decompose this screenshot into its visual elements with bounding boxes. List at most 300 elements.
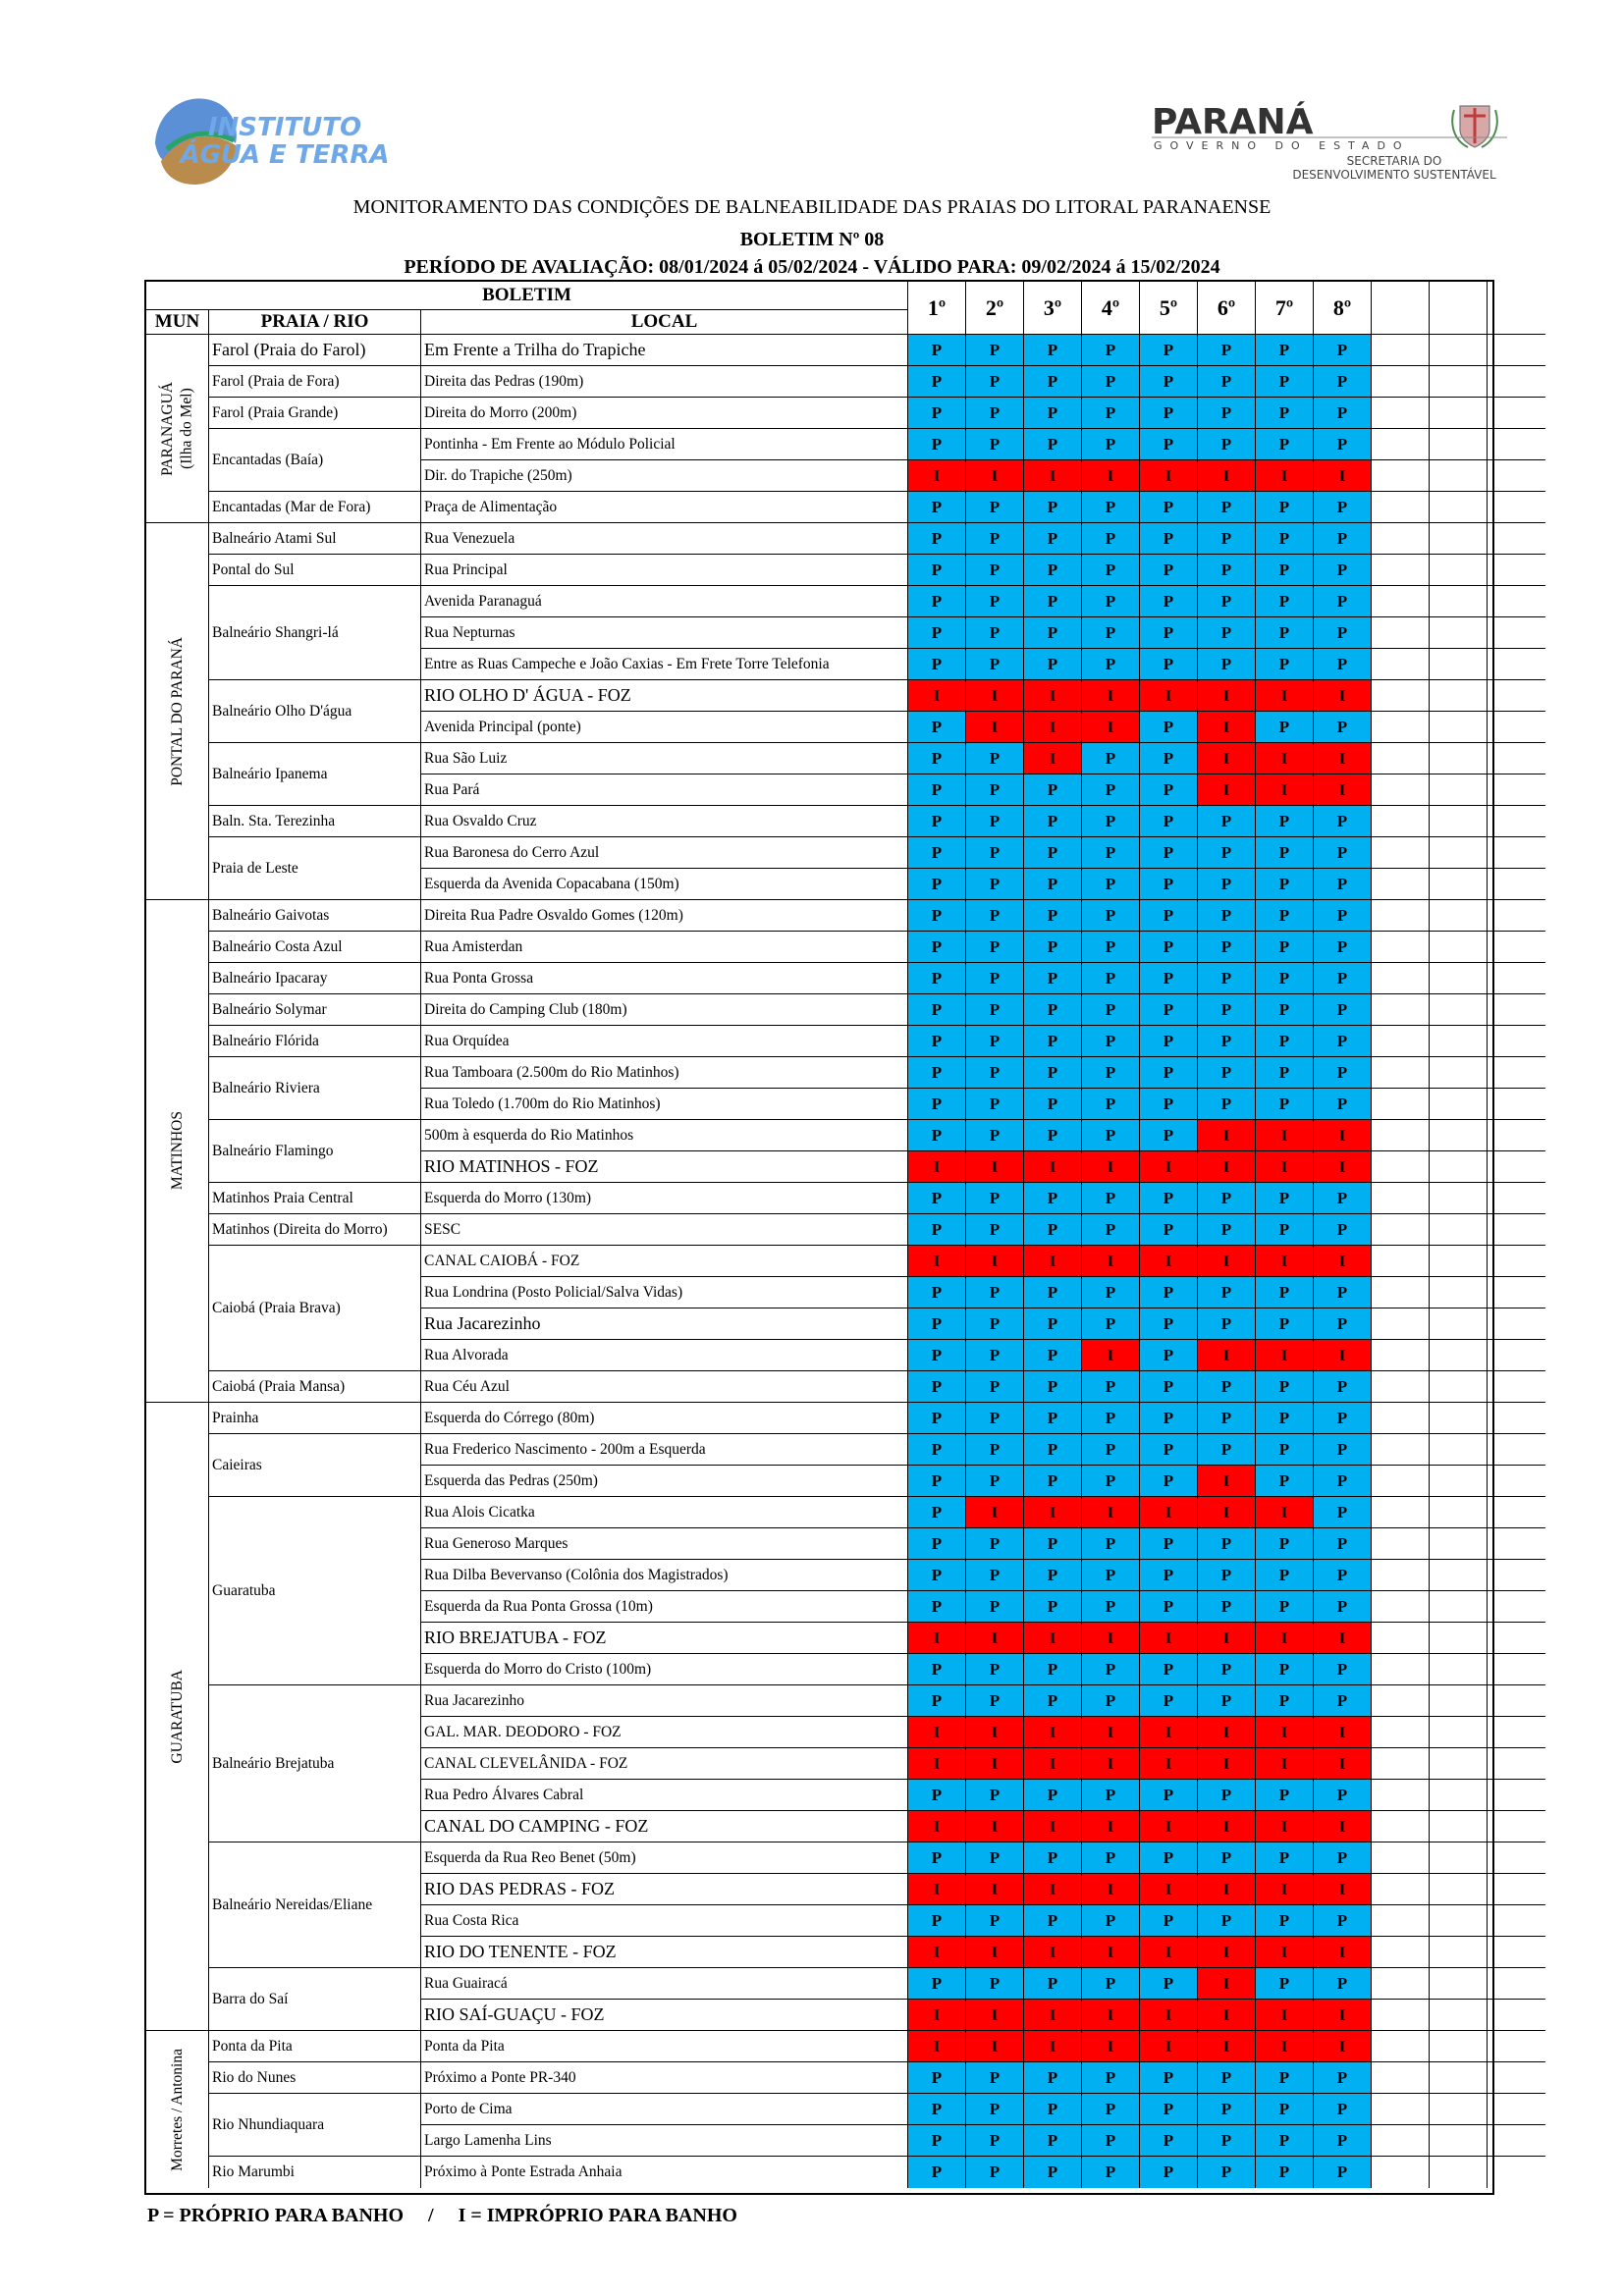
status-proper: P [1082, 900, 1140, 932]
status-improper: I [966, 1748, 1024, 1780]
status-proper: P [1024, 2157, 1082, 2188]
location-name: Esquerda do Córrego (80m) [421, 1403, 908, 1434]
status-proper: P [908, 617, 966, 649]
status-empty [1430, 1214, 1488, 1246]
status-proper: P [1314, 837, 1372, 869]
status-proper: P [1140, 649, 1198, 680]
beach-name: Matinhos (Direita do Morro) [209, 1214, 421, 1246]
beach-name: Encantadas (Mar de Fora) [209, 492, 421, 523]
status-proper: P [1082, 1026, 1140, 1057]
status-proper: P [1256, 1654, 1314, 1685]
status-improper: I [1314, 774, 1372, 806]
status-empty [1488, 649, 1545, 680]
status-proper: P [966, 2094, 1024, 2125]
status-empty [1372, 1717, 1430, 1748]
logo-dept-line2: DESENVOLVIMENTO SUSTENTÁVEL [1292, 168, 1496, 182]
status-proper: P [1314, 1183, 1372, 1214]
status-empty [1488, 1560, 1545, 1591]
status-empty [1372, 335, 1430, 366]
status-proper: P [1256, 1277, 1314, 1308]
status-proper: P [1314, 429, 1372, 460]
status-proper: P [1140, 429, 1198, 460]
status-proper: P [908, 712, 966, 743]
status-proper: P [1198, 1026, 1256, 1057]
status-proper: P [1198, 335, 1256, 366]
status-improper: I [908, 1874, 966, 1905]
header-week: 3º [1024, 282, 1082, 335]
status-proper: P [1314, 2125, 1372, 2157]
status-improper: I [1256, 1497, 1314, 1528]
location-name: Rua Guairacá [421, 1968, 908, 2000]
status-proper: P [1198, 869, 1256, 900]
status-empty [1430, 523, 1488, 555]
status-proper: P [1314, 1403, 1372, 1434]
status-empty [1372, 1623, 1430, 1654]
municipality-name: Morretes / Antonina [168, 2048, 186, 2171]
location-name: Direita do Morro (200m) [421, 398, 908, 429]
status-empty [1430, 1780, 1488, 1811]
status-proper: P [1082, 586, 1140, 617]
status-proper: P [1140, 1057, 1198, 1089]
status-proper: P [1140, 1968, 1198, 2000]
logo-line1: INSTITUTO [207, 113, 362, 142]
status-improper: I [1256, 774, 1314, 806]
status-empty [1488, 1277, 1545, 1308]
status-improper: I [1198, 1968, 1256, 2000]
status-improper: I [1140, 680, 1198, 712]
status-empty [1488, 963, 1545, 994]
status-empty [1372, 712, 1430, 743]
status-proper: P [1314, 1654, 1372, 1685]
status-empty [1430, 366, 1488, 398]
header-week: 7º [1256, 282, 1314, 335]
status-proper: P [966, 335, 1024, 366]
status-empty [1488, 492, 1545, 523]
status-proper: P [1314, 1277, 1372, 1308]
status-proper: P [966, 1842, 1024, 1874]
status-proper: P [1256, 1842, 1314, 1874]
status-proper: P [908, 743, 966, 774]
status-proper: P [1082, 649, 1140, 680]
status-improper: I [1314, 1151, 1372, 1183]
status-proper: P [1256, 994, 1314, 1026]
status-proper: P [966, 617, 1024, 649]
status-proper: P [1314, 900, 1372, 932]
status-proper: P [966, 1308, 1024, 1340]
status-proper: P [966, 900, 1024, 932]
status-proper: P [908, 586, 966, 617]
status-improper: I [1314, 1811, 1372, 1842]
status-proper: P [1256, 1308, 1314, 1340]
status-improper: I [966, 1874, 1024, 1905]
status-improper: I [1256, 1151, 1314, 1183]
status-improper: I [1024, 1748, 1082, 1780]
status-improper: I [1314, 460, 1372, 492]
status-empty [1430, 1466, 1488, 1497]
status-proper: P [1140, 366, 1198, 398]
status-proper: P [1082, 1905, 1140, 1937]
header-week [1372, 282, 1430, 335]
location-name: Rua Dilba Bevervanso (Colônia dos Magistrados) [421, 1560, 908, 1591]
status-proper: P [908, 1685, 966, 1717]
status-empty [1430, 1623, 1488, 1654]
status-empty [1488, 1811, 1545, 1842]
status-proper: P [1198, 586, 1256, 617]
location-name: Direita do Camping Club (180m) [421, 994, 908, 1026]
status-proper: P [1314, 932, 1372, 963]
status-proper: P [1140, 774, 1198, 806]
location-name: Porto de Cima [421, 2094, 908, 2125]
header-week [1430, 282, 1488, 335]
status-proper: P [966, 1654, 1024, 1685]
status-empty [1430, 1340, 1488, 1371]
location-name: Rua Orquídea [421, 1026, 908, 1057]
status-proper: P [1198, 1403, 1256, 1434]
location-name: Pontinha - Em Frente ao Módulo Policial [421, 429, 908, 460]
status-proper: P [1256, 1466, 1314, 1497]
status-empty [1430, 1685, 1488, 1717]
status-proper: P [1140, 523, 1198, 555]
status-proper: P [1198, 1089, 1256, 1120]
status-improper: I [1314, 1748, 1372, 1780]
status-improper: I [1198, 1120, 1256, 1151]
status-proper: P [1256, 523, 1314, 555]
status-empty [1488, 366, 1545, 398]
location-name: Largo Lamenha Lins [421, 2125, 908, 2157]
beach-name: Ponta da Pita [209, 2031, 421, 2062]
status-proper: P [1024, 1466, 1082, 1497]
status-proper: P [1314, 1528, 1372, 1560]
status-improper: I [1140, 1246, 1198, 1277]
status-proper: P [1256, 963, 1314, 994]
status-improper: I [1256, 1811, 1314, 1842]
status-empty [1488, 774, 1545, 806]
header-mun: MUN [146, 310, 209, 335]
status-proper: P [1140, 2094, 1198, 2125]
status-improper: I [1198, 1340, 1256, 1371]
status-improper: I [1314, 2031, 1372, 2062]
status-improper: I [966, 712, 1024, 743]
status-proper: P [1314, 398, 1372, 429]
location-name: Rua Toledo (1.700m do Rio Matinhos) [421, 1089, 908, 1120]
status-proper: P [1024, 1591, 1082, 1623]
status-proper: P [1256, 1685, 1314, 1717]
header-beach: PRAIA / RIO [209, 310, 421, 335]
status-improper: I [1256, 1748, 1314, 1780]
status-improper: I [1082, 1340, 1140, 1371]
status-empty [1430, 932, 1488, 963]
status-proper: P [1314, 1842, 1372, 1874]
status-empty [1488, 2000, 1545, 2031]
status-proper: P [1256, 649, 1314, 680]
status-proper: P [1024, 1183, 1082, 1214]
status-proper: P [1140, 1685, 1198, 1717]
status-improper: I [966, 1151, 1024, 1183]
status-proper: P [1082, 806, 1140, 837]
status-proper: P [908, 963, 966, 994]
status-proper: P [1256, 586, 1314, 617]
status-empty [1488, 398, 1545, 429]
status-proper: P [966, 963, 1024, 994]
status-empty [1488, 1214, 1545, 1246]
status-empty [1488, 1308, 1545, 1340]
status-empty [1430, 1654, 1488, 1685]
header-week [1488, 282, 1545, 335]
status-empty [1488, 1968, 1545, 2000]
status-improper: I [908, 1623, 966, 1654]
beach-name: Balneário Costa Azul [209, 932, 421, 963]
status-proper: P [908, 869, 966, 900]
status-empty [1372, 2094, 1430, 2125]
status-proper: P [1198, 2094, 1256, 2125]
status-proper: P [966, 555, 1024, 586]
location-name: Esquerda da Avenida Copacabana (150m) [421, 869, 908, 900]
status-improper: I [1082, 680, 1140, 712]
header-local: LOCAL [421, 310, 908, 335]
status-proper: P [1314, 523, 1372, 555]
status-proper: P [1256, 1560, 1314, 1591]
status-proper: P [1256, 1591, 1314, 1623]
status-empty [1372, 617, 1430, 649]
status-empty [1488, 1528, 1545, 1560]
status-proper: P [1082, 523, 1140, 555]
status-improper: I [1314, 1937, 1372, 1968]
status-proper: P [1256, 335, 1314, 366]
status-proper: P [1256, 1183, 1314, 1214]
location-name: Rua Baronesa do Cerro Azul [421, 837, 908, 869]
location-name: CANAL DO CAMPING - FOZ [421, 1811, 908, 1842]
status-proper: P [1140, 335, 1198, 366]
status-proper: P [1140, 1780, 1198, 1811]
status-improper: I [908, 2000, 966, 2031]
status-proper: P [1198, 2125, 1256, 2157]
beach-name: Balneário Atami Sul [209, 523, 421, 555]
status-empty [1430, 1371, 1488, 1403]
status-improper: I [1256, 460, 1314, 492]
status-improper: I [1314, 1874, 1372, 1905]
status-empty [1372, 1560, 1430, 1591]
status-improper: I [966, 2031, 1024, 2062]
status-proper: P [1082, 1371, 1140, 1403]
status-proper: P [1082, 1842, 1140, 1874]
status-empty [1430, 649, 1488, 680]
status-empty [1372, 1811, 1430, 1842]
status-proper: P [1024, 1026, 1082, 1057]
status-improper: I [1198, 743, 1256, 774]
status-proper: P [1198, 398, 1256, 429]
status-proper: P [966, 429, 1024, 460]
status-improper: I [966, 1497, 1024, 1528]
status-proper: P [966, 523, 1024, 555]
status-empty [1430, 2094, 1488, 2125]
status-empty [1488, 1717, 1545, 1748]
status-empty [1488, 1246, 1545, 1277]
status-proper: P [1256, 1089, 1314, 1120]
header-week: 5º [1140, 282, 1198, 335]
municipality-cell [146, 900, 209, 1403]
location-name: Ponta da Pita [421, 2031, 908, 2062]
status-improper: I [1140, 1874, 1198, 1905]
status-empty [1430, 555, 1488, 586]
status-proper: P [966, 837, 1024, 869]
status-improper: I [1024, 1874, 1082, 1905]
status-proper: P [1082, 335, 1140, 366]
status-empty [1372, 1246, 1430, 1277]
status-proper: P [1082, 1277, 1140, 1308]
location-name: Rua Nepturnas [421, 617, 908, 649]
status-improper: I [1314, 680, 1372, 712]
status-proper: P [1024, 649, 1082, 680]
status-proper: P [1314, 492, 1372, 523]
status-empty [1430, 2000, 1488, 2031]
status-proper: P [1082, 2062, 1140, 2094]
status-proper: P [1198, 492, 1256, 523]
status-empty [1430, 1937, 1488, 1968]
status-proper: P [1256, 1968, 1314, 2000]
status-improper: I [908, 460, 966, 492]
location-name: Rua Pedro Álvares Cabral [421, 1780, 908, 1811]
parana-coat-of-arms-icon [1452, 106, 1497, 147]
status-proper: P [1256, 366, 1314, 398]
status-proper: P [966, 1026, 1024, 1057]
status-empty [1488, 617, 1545, 649]
status-empty [1488, 1937, 1545, 1968]
status-proper: P [908, 2094, 966, 2125]
status-proper: P [1314, 1780, 1372, 1811]
status-empty [1372, 398, 1430, 429]
status-empty [1372, 1528, 1430, 1560]
status-empty [1430, 2157, 1488, 2188]
beach-name: Balneário Ipacaray [209, 963, 421, 994]
status-empty [1430, 1308, 1488, 1340]
status-improper: I [1198, 712, 1256, 743]
status-proper: P [1198, 617, 1256, 649]
status-proper: P [1082, 398, 1140, 429]
status-improper: I [966, 460, 1024, 492]
status-proper: P [1024, 586, 1082, 617]
status-proper: P [1140, 963, 1198, 994]
status-proper: P [1256, 492, 1314, 523]
status-empty [1488, 712, 1545, 743]
location-name: Rua Londrina (Posto Policial/Salva Vidas) [421, 1277, 908, 1308]
status-empty [1430, 1968, 1488, 2000]
status-proper: P [966, 366, 1024, 398]
status-proper: P [1082, 1466, 1140, 1497]
status-proper: P [1082, 1308, 1140, 1340]
status-empty [1372, 1497, 1430, 1528]
status-proper: P [908, 429, 966, 460]
status-improper: I [1198, 1811, 1256, 1842]
status-empty [1488, 994, 1545, 1026]
status-proper: P [1256, 1528, 1314, 1560]
status-improper: I [1198, 1246, 1256, 1277]
legend: P = PRÓPRIO PARA BANHO / I = IMPRÓPRIO PARA BANHO [147, 2205, 737, 2226]
status-proper: P [1082, 2125, 1140, 2157]
location-name: RIO DAS PEDRAS - FOZ [421, 1874, 908, 1905]
status-empty [1430, 460, 1488, 492]
status-proper: P [908, 1842, 966, 1874]
status-empty [1430, 1905, 1488, 1937]
beach-name: Balneário Riviera [209, 1057, 421, 1120]
status-improper: I [1256, 743, 1314, 774]
status-proper: P [1140, 617, 1198, 649]
status-proper: P [908, 1308, 966, 1340]
beach-name: Caiobá (Praia Mansa) [209, 1371, 421, 1403]
status-proper: P [908, 398, 966, 429]
status-empty [1372, 460, 1430, 492]
status-empty [1372, 932, 1430, 963]
status-empty [1488, 1026, 1545, 1057]
status-improper: I [1024, 2031, 1082, 2062]
status-empty [1488, 1654, 1545, 1685]
location-name: Direita das Pedras (190m) [421, 366, 908, 398]
status-empty [1372, 1151, 1430, 1183]
status-proper: P [908, 1371, 966, 1403]
status-improper: I [1024, 1717, 1082, 1748]
beach-name: Prainha [209, 1403, 421, 1434]
status-improper: I [1314, 1717, 1372, 1748]
status-proper: P [1024, 2062, 1082, 2094]
status-empty [1430, 1748, 1488, 1780]
status-proper: P [966, 2062, 1024, 2094]
status-proper: P [1314, 1308, 1372, 1340]
status-proper: P [1198, 523, 1256, 555]
status-empty [1430, 2062, 1488, 2094]
status-improper: I [908, 1937, 966, 1968]
status-improper: I [1140, 1748, 1198, 1780]
status-empty [1488, 2094, 1545, 2125]
status-empty [1488, 900, 1545, 932]
evaluation-period: PERÍODO DE AVALIAÇÃO: 08/01/2024 á 05/02/2024 - VÁLIDO PARA: 09/02/2024 á 15/02/2024 [404, 256, 1220, 278]
status-proper: P [908, 900, 966, 932]
status-proper: P [1140, 1842, 1198, 1874]
status-empty [1430, 1246, 1488, 1277]
status-proper: P [908, 1466, 966, 1497]
status-proper: P [1314, 1905, 1372, 1937]
status-proper: P [1256, 806, 1314, 837]
status-proper: P [1140, 712, 1198, 743]
beach-name: Farol (Praia de Fora) [209, 366, 421, 398]
status-empty [1372, 1968, 1430, 2000]
status-proper: P [1140, 743, 1198, 774]
beach-name: Balneário Brejatuba [209, 1685, 421, 1842]
status-empty [1430, 2031, 1488, 2062]
status-empty [1372, 1371, 1430, 1403]
status-empty [1430, 1183, 1488, 1214]
status-proper: P [1198, 1780, 1256, 1811]
status-empty [1430, 398, 1488, 429]
status-proper: P [1256, 1780, 1314, 1811]
status-proper: P [908, 1026, 966, 1057]
status-proper: P [908, 555, 966, 586]
municipality-name: MATINHOS [168, 1111, 186, 1191]
location-name: Avenida Principal (ponte) [421, 712, 908, 743]
status-empty [1488, 555, 1545, 586]
status-improper: I [908, 2031, 966, 2062]
status-proper: P [1024, 806, 1082, 837]
status-proper: P [966, 1591, 1024, 1623]
status-improper: I [1314, 2000, 1372, 2031]
location-name: RIO MATINHOS - FOZ [421, 1151, 908, 1183]
status-proper: P [1198, 2157, 1256, 2188]
status-empty [1430, 586, 1488, 617]
status-empty [1488, 586, 1545, 617]
location-name: SESC [421, 1214, 908, 1246]
status-proper: P [1314, 1466, 1372, 1497]
status-proper: P [908, 1497, 966, 1528]
municipality-name: PONTAL DO PARANÁ [168, 636, 186, 786]
status-improper: I [1082, 1874, 1140, 1905]
